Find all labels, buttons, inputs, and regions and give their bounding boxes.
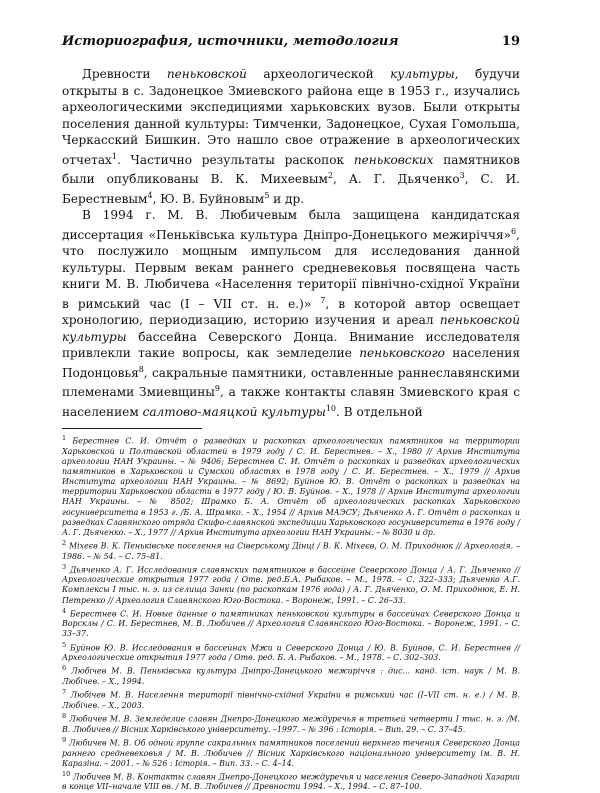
footnote-ref: 10 <box>325 403 337 413</box>
footnote-number: 1 <box>62 434 67 443</box>
footnote-text: Любічев М. В. Населення території північно-східної України в римський час (I–VII ст. н. е.) / М. В. Любічев. – Х., 2003. <box>62 690 520 710</box>
footnote <box>62 606 520 640</box>
text-run: , С. И. Берестневым <box>62 172 520 206</box>
footnote-ref: 8 <box>138 364 144 374</box>
page-header <box>62 34 520 58</box>
footnote-text: Дьяченко А. Г. Исследования славянских памятников в бассейне Северского Донца / А. Г. Дьяченко //Археологические открытия 1977 года / Отв. ред.Б.А. Рыбаков. – М., 1978. – С. 322–333; Дьяченко А.Г. Комплексы I тыс. н. э. из селища Занки (по раскопкам 1976 года) / А. Г. Дьяченко, О. М. Приходнюк, Е. Н. Петренко // Археология Славянского Юго-Востока. – Воронеж, 1991. – С. 26–33. <box>62 565 520 605</box>
footnote-number: 8 <box>62 711 67 720</box>
text-run: бассейна Северского Донца. Внимание исследователя привлекли такие вопросы, как земледелие <box>62 329 520 361</box>
footnote-text: Любічев М. В. Пеньківська культура Дніпро-Донецького межиріччя : дис... канд. іст. наук / М. В. Любічев. – Х., 1994. <box>62 666 520 687</box>
body-paragraph <box>62 66 520 207</box>
footnote <box>62 769 520 793</box>
footnote-ref: 6 <box>511 226 517 236</box>
footnote <box>62 687 520 711</box>
text-run: В 1994 г. М. В. Любичевым была защищена кандидатская диссертация «Пеньківська культура Дніпро-Донецького межиріччя» <box>62 208 520 242</box>
text-run: , что послужило мощным импульсом для исследования данной культуры. Первым векам раннего средневековья посвящена часть книги М. В. Любичева «Населення території північно-східної України в римський час (I – VII ст. н. е.)» <box>62 227 520 311</box>
footnote-ref: 7 <box>320 295 326 305</box>
footnote-number: 9 <box>62 735 67 744</box>
text-run: пеньковских <box>353 152 434 167</box>
footnote-text: Берестнев С. И. Отчёт о разведках и раскопках археологических памятников на территории Харьковской и Полтавской областей в 1979 году / С. И. Берестнев. – Х., 1980 // Архив Института археологии НАН Украины. – № 9406; Берестнев С. И. Отчёт о раскопках и разведках археологических памятников в Харьковской и Сумской областях в 1978 году / С. И. Берестнев. – Х., 1979 // Архив Института археологии НАН Украины. – № 8692; Буйнов Ю. В. Отчёт о раскопках и разведках на территории Харьковской области в 1977 году / Ю. В. Буйнов. – Х., 1978 // Архив Института археологии НАН Украины. – № 8502; Шрамко Б. А. Отчёт об археологических раскопках Харьковского госуниверситета в 1953 г. /Б. А. Шрамко. – Х., 1954 // Архив МАЭСУ; Дьяченко А. Г. Отчёт о раскопках и разведках Славянского отряда Скифо-славянской экспедиции Харьковского госуниверситета в 1976 году / А. Г. Дьяченко. – Х., 1977 // Архив Института археологии НАН Украины. – № 8030 и др. <box>62 436 520 537</box>
text-run: . Частично результаты раскопок <box>116 152 354 167</box>
text-run: Древности <box>82 67 167 81</box>
text-run: , а также контакты славян Змиевского края с населением <box>62 385 520 419</box>
footnote <box>62 711 520 735</box>
footnote-text: Любичев М. В. Земледелие славян Днепро-Донецкого междуречья в третьей четверти I тыс. н. э. /М. В. Любичев // Вісник Харківського університету. –1997. – № 396 : Історія. – Вип. 29. – С. 37–45. <box>62 714 520 734</box>
footnote-text: Любичев М. В. Контакты славян Днепро-Донецкого междуречья и населения Северо-Западной Хазарии в конце VII–начале VIII вв. / М. В. Любичев // Древности 1994. – Х., 1994. – С. 87–100. <box>62 772 520 792</box>
footnote-number: 3 <box>62 562 67 571</box>
text-run: населения Подонцовья <box>62 346 520 380</box>
text-run: , сакральные памятники, оставленные раннеславянскими племенами Змиевщины <box>62 365 520 400</box>
footnote-ref: 4 <box>147 190 153 200</box>
text-run: , А. Г. Дьяченко <box>332 172 460 187</box>
footnote-number: 10 <box>62 769 71 778</box>
footnote-ref: 5 <box>264 190 270 200</box>
text-run: и др. <box>269 191 305 206</box>
text-run: археологической <box>246 67 391 81</box>
footnote <box>62 663 520 687</box>
footnote-text: Берестнев С. И. Новые данные о памятниках пеньковской культуры в бассейнах Северского Донца и Ворсклы / С. И. Берестнев, М. В. Любичев // Археология Славянского Юго-Востока. – Воронеж, 1991. – С. 33–37. <box>62 609 520 639</box>
footnote-text: Любичев М. В. Об одной группе сакральных памятников поселений верхнего течения Северского Донца раннего средневековья / М. В. Любичев // Вісник Харківського національного університету ім. В. Н. Каразіна. – 2001. – № 526 : Історія. – Вип. 33. – С. 4–14. <box>62 738 520 768</box>
text-run: салтово-маяцкой культуры <box>142 404 326 419</box>
text-run: , в которой автор освещает хронологию, периодизацию, историю изучения и ареал <box>62 296 520 328</box>
text-run: пеньковской <box>166 67 247 81</box>
text-run: . В отдельной <box>336 404 423 419</box>
footnote-text: Міхеєв В. К. Пеньківське поселення на Сіверському Дінці / В. К. Міхеєв, О. М. Приходнюк // Археологія. – 1986. – № 54. – С. 75–81. <box>62 541 520 561</box>
footnote <box>62 735 520 769</box>
footnote-ref: 2 <box>327 171 333 181</box>
text-run: памятников были опубликованы В. К. Михеевым <box>62 152 520 187</box>
footnote-number: 4 <box>62 606 67 615</box>
footnote-number: 5 <box>62 640 67 649</box>
footnote-number: 2 <box>62 538 67 547</box>
footnote <box>62 562 520 606</box>
footnotes <box>62 433 520 792</box>
body-paragraph <box>62 207 520 420</box>
text-run: пеньковского <box>359 346 445 361</box>
text-run: пеньковской культуры <box>62 313 520 344</box>
footnote-number: 7 <box>62 688 67 697</box>
text-run: культуры <box>390 67 455 81</box>
body-text <box>62 66 520 420</box>
footnote <box>62 640 520 664</box>
page-number: 19 <box>501 34 520 49</box>
footnote-text: Буйнов Ю. В. Исследования в бассейнах Мжи и Северского Донца / Ю. В. Буйнов, С. И. Берестнев //Археологические открытия 1977 года / Отв. ред. Б. А. Рыбаков. – М., 1978. – С. 302–303. <box>62 643 520 663</box>
footnote-number: 6 <box>62 664 67 673</box>
text-run: , будучи открыты в с. Задонецкое Змиевского района еще в 1953 г., изучались археологическими экспедициями харьковских вузов. Были открыты поселения данной культуры: Тимченки, Задонецкое, Сухая Гомольша, Черкасский Бишкин. Это нашло свое отражение в археологических отчетах <box>62 67 520 167</box>
footnote-ref: 9 <box>214 384 221 394</box>
footnote <box>62 433 520 538</box>
book-page <box>62 34 520 793</box>
footnote <box>62 538 520 562</box>
footnote-ref: 3 <box>459 171 465 181</box>
footnote-ref: 1 <box>111 151 117 161</box>
text-run: , Ю. В. Буйновым <box>152 191 265 206</box>
footnote-rule <box>62 428 202 429</box>
running-head: Историография, источники, методология <box>62 34 399 49</box>
